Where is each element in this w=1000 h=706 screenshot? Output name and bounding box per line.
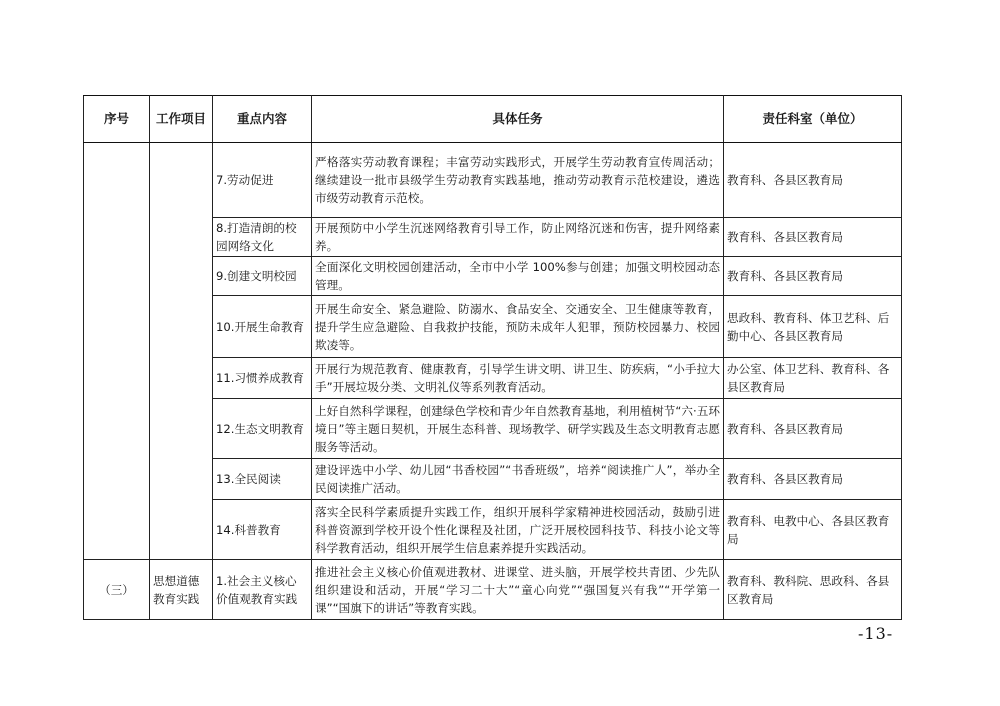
responsible-cell: 教育科、各县区教育局 [724,143,902,218]
responsible-cell: 教育科、电教中心、各县区教育局 [724,500,902,560]
responsible-cell: 教育科、各县区教育局 [724,218,902,257]
header-work-project: 工作项目 [150,96,213,143]
responsible-cell: 教育科、各县区教育局 [724,459,902,500]
focus-cell: 1.社会主义核心价值观教育实践 [213,560,312,620]
group-serial-cell: （三） [84,560,150,620]
group-project-cell: 思想道德教育实践 [150,560,213,620]
work-plan-table [83,95,902,620]
page-number: -13- [858,624,894,643]
task-cell: 建设评选中小学、幼儿园“书香校园”“书香班级”，培养“阅读推广人”，举办全民阅读推广活动。 [312,459,724,500]
responsible-cell: 办公室、体卫艺科、教育科、各县区教育局 [724,358,902,399]
task-cell: 开展行为规范教育、健康教育，引导学生讲文明、讲卫生、防疾病，“小手拉大手”开展垃圾分类、文明礼仪等系列教育活动。 [312,358,724,399]
focus-cell: 9.创建文明校园 [213,257,312,296]
responsible-cell: 教育科、教科院、思政科、各县区教育局 [724,560,902,620]
focus-cell: 11.习惯养成教育 [213,358,312,399]
responsible-cell: 教育科、各县区教育局 [724,257,902,296]
task-cell: 开展预防中小学生沉迷网络教育引导工作，防止网络沉迷和伤害，提升网络素养。 [312,218,724,257]
focus-cell: 8.打造清朗的校园网络文化 [213,218,312,257]
header-key-content: 重点内容 [213,96,312,143]
task-cell: 开展生命安全、紧急避险、防溺水、食品安全、交通安全、卫生健康等教育，提升学生应急避险、自我救护技能，预防未成年人犯罪，预防校园暴力、校园欺凌等。 [312,296,724,358]
group-serial-cell [84,143,150,560]
table-row [84,560,902,620]
header-specific-tasks: 具体任务 [312,96,724,143]
group-project-cell [150,143,213,560]
focus-cell: 13.全民阅读 [213,459,312,500]
table-row [84,143,902,218]
task-cell: 严格落实劳动教育课程；丰富劳动实践形式，开展学生劳动教育宣传周活动；继续建设一批市县级学生劳动教育实践基地，推动劳动教育示范校建设，遴选市级劳动教育示范校。 [312,143,724,218]
header-serial-number: 序号 [84,96,150,143]
focus-cell: 10.开展生命教育 [213,296,312,358]
focus-cell: 7.劳动促进 [213,143,312,218]
focus-cell: 14.科普教育 [213,500,312,560]
task-cell: 推进社会主义核心价值观进教材、进课堂、进头脑，开展学校共青团、少先队组织建设和活动，开展“学习二十大”“童心向党”“强国复兴有我”“开学第一课”“国旗下的讲话”等教育实践。 [312,560,724,620]
focus-cell: 12.生态文明教育 [213,399,312,459]
responsible-cell: 教育科、各县区教育局 [724,399,902,459]
header-responsible-unit: 责任科室（单位） [724,96,902,143]
task-cell: 全面深化文明校园创建活动，全市中小学 100%参与创建；加强文明校园动态管理。 [312,257,724,296]
responsible-cell: 思政科、教育科、体卫艺科、后勤中心、各县区教育局 [724,296,902,358]
table-header-row [84,96,902,143]
task-cell: 上好自然科学课程，创建绿色学校和青少年自然教育基地，利用植树节“六·五环境日”等主题日契机，开展生态科普、现场教学、研学实践及生态文明教育志愿服务等活动。 [312,399,724,459]
task-cell: 落实全民科学素质提升实践工作，组织开展科学家精神进校园活动，鼓励引进科普资源到学校开设个性化课程及社团，广泛开展校园科技节、科技小论文等科学教育活动，组织开展学生信息素养提升实践活动。 [312,500,724,560]
